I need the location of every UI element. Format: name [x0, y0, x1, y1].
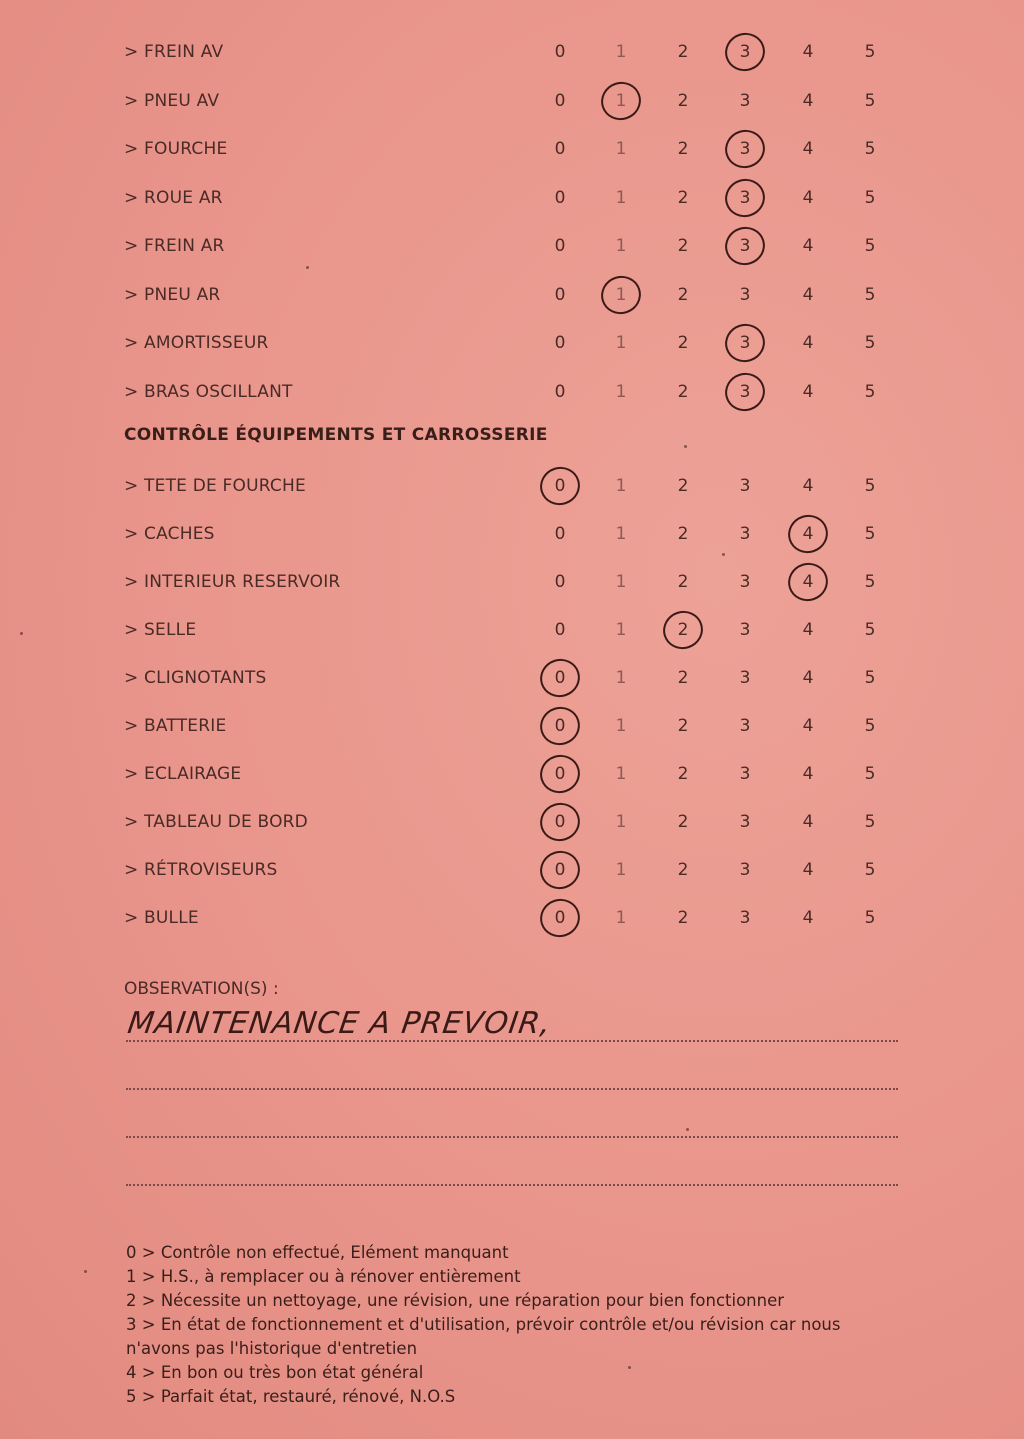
score-option[interactable]: 0: [554, 284, 566, 305]
observation-line: [126, 1184, 898, 1186]
score-option[interactable]: 1: [615, 860, 627, 880]
legend-item: 4 > En bon ou très bon état général: [126, 1363, 424, 1382]
score-option[interactable]: 3: [739, 572, 751, 592]
score-option[interactable]: 5: [864, 187, 876, 208]
check-row: [0, 378, 1024, 408]
score-option[interactable]: 3: [739, 476, 751, 496]
score-option[interactable]: 5: [864, 284, 876, 305]
score-option[interactable]: 1: [615, 139, 627, 159]
score-option[interactable]: 4: [802, 333, 814, 353]
section-title: CONTRÔLE ÉQUIPEMENTS ET CARROSSERIE: [124, 425, 548, 445]
score-option[interactable]: 5: [864, 42, 876, 62]
score-option-selected[interactable]: 0: [550, 860, 570, 880]
score-option-selected[interactable]: 0: [550, 764, 570, 784]
score-option[interactable]: 3: [739, 716, 751, 736]
score-option[interactable]: 5: [864, 236, 876, 256]
score-option[interactable]: 5: [864, 620, 876, 640]
score-option[interactable]: 4: [802, 284, 814, 305]
check-label: > CACHES: [124, 524, 215, 544]
check-label: > ECLAIRAGE: [124, 764, 242, 784]
score-option[interactable]: 2: [677, 187, 689, 208]
score-option[interactable]: 2: [677, 42, 689, 62]
score-option-selected[interactable]: 4: [798, 572, 818, 592]
score-option[interactable]: 0: [554, 42, 566, 62]
score-option[interactable]: 2: [677, 812, 689, 832]
check-row: [0, 232, 1024, 262]
score-option-selected[interactable]: 0: [550, 812, 570, 832]
score-option[interactable]: 0: [554, 524, 566, 544]
score-option[interactable]: 2: [677, 139, 689, 159]
score-option[interactable]: 1: [615, 381, 627, 402]
check-label: > FREIN AV: [124, 42, 224, 62]
score-option[interactable]: 4: [802, 42, 814, 62]
score-option[interactable]: 0: [554, 90, 566, 111]
score-option-selected[interactable]: 1: [611, 285, 631, 305]
score-option[interactable]: 0: [554, 381, 566, 402]
score-option[interactable]: 5: [864, 716, 876, 736]
check-row: [0, 616, 1024, 646]
check-row: [0, 904, 1024, 934]
score-option[interactable]: 4: [802, 860, 814, 880]
score-option[interactable]: 2: [677, 524, 689, 544]
score-option[interactable]: 0: [554, 236, 566, 256]
legend-item: 2 > Nécessite un nettoyage, une révision, une réparation pour bien fonctionner: [126, 1291, 785, 1310]
score-option[interactable]: 3: [739, 524, 751, 544]
legend-item: 1 > H.S., à remplacer ou à rénover entièrement: [126, 1267, 521, 1286]
score-option[interactable]: 5: [864, 812, 876, 832]
score-option[interactable]: 0: [554, 572, 566, 592]
score-option[interactable]: 4: [802, 476, 814, 496]
check-label: > BATTERIE: [124, 716, 227, 736]
check-label: > FREIN AR: [124, 236, 225, 256]
score-option-selected[interactable]: 2: [673, 620, 693, 640]
legend-item: 5 > Parfait état, restauré, rénové, N.O.S: [126, 1387, 456, 1406]
score-option[interactable]: 2: [677, 236, 689, 256]
score-option[interactable]: 3: [739, 284, 751, 305]
score-option[interactable]: 2: [677, 90, 689, 111]
score-option[interactable]: 2: [677, 716, 689, 736]
score-option-selected[interactable]: 4: [798, 524, 818, 544]
check-label: > FOURCHE: [124, 139, 228, 159]
score-option[interactable]: 1: [615, 668, 627, 688]
score-option[interactable]: 5: [864, 860, 876, 880]
score-option[interactable]: 1: [615, 572, 627, 592]
score-option[interactable]: 1: [615, 476, 627, 496]
score-option-selected[interactable]: 0: [550, 476, 570, 496]
observation-line: [126, 1136, 898, 1138]
score-option[interactable]: 2: [677, 284, 689, 305]
check-row: [0, 38, 1024, 68]
score-option[interactable]: 4: [802, 139, 814, 159]
check-row: [0, 472, 1024, 502]
score-option[interactable]: 4: [802, 668, 814, 688]
check-label: > INTERIEUR RESERVOIR: [124, 572, 341, 592]
check-label: > ROUE AR: [124, 187, 223, 208]
check-label: > SELLE: [124, 620, 197, 640]
score-option[interactable]: 5: [864, 139, 876, 159]
check-label: > TETE DE FOURCHE: [124, 476, 306, 496]
score-option[interactable]: 3: [739, 908, 751, 928]
check-row: [0, 281, 1024, 311]
score-option[interactable]: 5: [864, 90, 876, 111]
check-label: > RÉTROVISEURS: [124, 860, 278, 880]
score-option[interactable]: 3: [739, 812, 751, 832]
score-option-selected[interactable]: 0: [550, 908, 570, 928]
score-option-selected[interactable]: 3: [735, 236, 755, 256]
check-row: [0, 184, 1024, 214]
score-option[interactable]: 3: [739, 620, 751, 640]
score-option-selected[interactable]: 3: [735, 333, 755, 353]
score-option[interactable]: 5: [864, 764, 876, 784]
legend-item: 0 > Contrôle non effectué, Elément manquant: [126, 1243, 509, 1262]
check-label: > PNEU AR: [124, 284, 221, 305]
score-option[interactable]: 2: [677, 668, 689, 688]
check-label: > BULLE: [124, 908, 199, 928]
score-option[interactable]: 2: [677, 476, 689, 496]
score-option[interactable]: 2: [677, 908, 689, 928]
score-option-selected[interactable]: 1: [611, 91, 631, 111]
score-option[interactable]: 4: [802, 187, 814, 208]
score-option[interactable]: 5: [864, 524, 876, 544]
score-option[interactable]: 0: [554, 187, 566, 208]
paper-speck: [686, 1128, 689, 1131]
check-row: [0, 135, 1024, 165]
score-option[interactable]: 2: [677, 333, 689, 353]
score-option[interactable]: 1: [615, 42, 627, 62]
score-option[interactable]: 0: [554, 620, 566, 640]
score-option[interactable]: 3: [739, 668, 751, 688]
score-option[interactable]: 4: [802, 764, 814, 784]
check-row: [0, 712, 1024, 742]
score-option[interactable]: 2: [677, 381, 689, 402]
legend-item: 3 > En état de fonctionnement et d'utilisation, prévoir contrôle et/ou révision car nous n'avons pas l'historique d'entretien: [126, 1315, 841, 1358]
check-label: > CLIGNOTANTS: [124, 668, 267, 688]
paper-speck: [20, 632, 23, 635]
score-option[interactable]: 1: [615, 812, 627, 832]
score-option[interactable]: 2: [677, 572, 689, 592]
score-option[interactable]: 4: [802, 716, 814, 736]
check-row: [0, 329, 1024, 359]
score-option[interactable]: 3: [739, 860, 751, 880]
paper-speck: [722, 553, 725, 556]
score-option[interactable]: 4: [802, 381, 814, 402]
score-option-selected[interactable]: 0: [550, 716, 570, 736]
check-row: [0, 87, 1024, 117]
score-option[interactable]: 4: [802, 236, 814, 256]
check-row: [0, 856, 1024, 886]
score-option[interactable]: 1: [615, 764, 627, 784]
score-option[interactable]: 5: [864, 572, 876, 592]
score-option[interactable]: 4: [802, 620, 814, 640]
paper-speck: [628, 1366, 631, 1369]
observation-line: [126, 1040, 898, 1042]
score-option[interactable]: 1: [615, 524, 627, 544]
score-option[interactable]: 5: [864, 668, 876, 688]
score-option-selected[interactable]: 3: [735, 382, 755, 402]
score-option[interactable]: 1: [615, 236, 627, 256]
score-option[interactable]: 1: [615, 187, 627, 208]
score-option[interactable]: 5: [864, 476, 876, 496]
observation-line: [126, 1088, 898, 1090]
check-label: > AMORTISSEUR: [124, 333, 269, 353]
score-option[interactable]: 0: [554, 139, 566, 159]
score-option[interactable]: 4: [802, 908, 814, 928]
check-label: > PNEU AV: [124, 90, 220, 111]
score-legend: [126, 1241, 906, 1409]
score-option[interactable]: 1: [615, 620, 627, 640]
check-label: > BRAS OSCILLANT: [124, 381, 293, 402]
score-option[interactable]: 1: [615, 333, 627, 353]
observation-label: OBSERVATION(S) :: [124, 979, 279, 999]
check-row: [0, 520, 1024, 550]
score-option[interactable]: 3: [739, 90, 751, 111]
score-option[interactable]: 4: [802, 812, 814, 832]
score-option[interactable]: 5: [864, 333, 876, 353]
score-option-selected[interactable]: 3: [735, 139, 755, 159]
paper-speck: [306, 266, 309, 269]
observation-handwritten: MAINTENANCE A PREVOIR,: [125, 1006, 554, 1041]
score-option[interactable]: 0: [554, 333, 566, 353]
paper-speck: [684, 445, 687, 448]
score-option-selected[interactable]: 0: [550, 668, 570, 688]
score-option[interactable]: 5: [864, 381, 876, 402]
check-row: [0, 568, 1024, 598]
score-option[interactable]: 2: [677, 860, 689, 880]
score-option-selected[interactable]: 3: [735, 42, 755, 62]
score-option[interactable]: 5: [864, 908, 876, 928]
score-option[interactable]: 1: [615, 908, 627, 928]
check-row: [0, 760, 1024, 790]
score-option-selected[interactable]: 3: [735, 188, 755, 208]
score-option[interactable]: 4: [802, 90, 814, 111]
score-option[interactable]: 3: [739, 764, 751, 784]
check-row: [0, 808, 1024, 838]
check-row: [0, 664, 1024, 694]
score-option[interactable]: 1: [615, 716, 627, 736]
score-option[interactable]: 2: [677, 764, 689, 784]
paper-speck: [84, 1270, 87, 1273]
check-label: > TABLEAU DE BORD: [124, 812, 308, 832]
